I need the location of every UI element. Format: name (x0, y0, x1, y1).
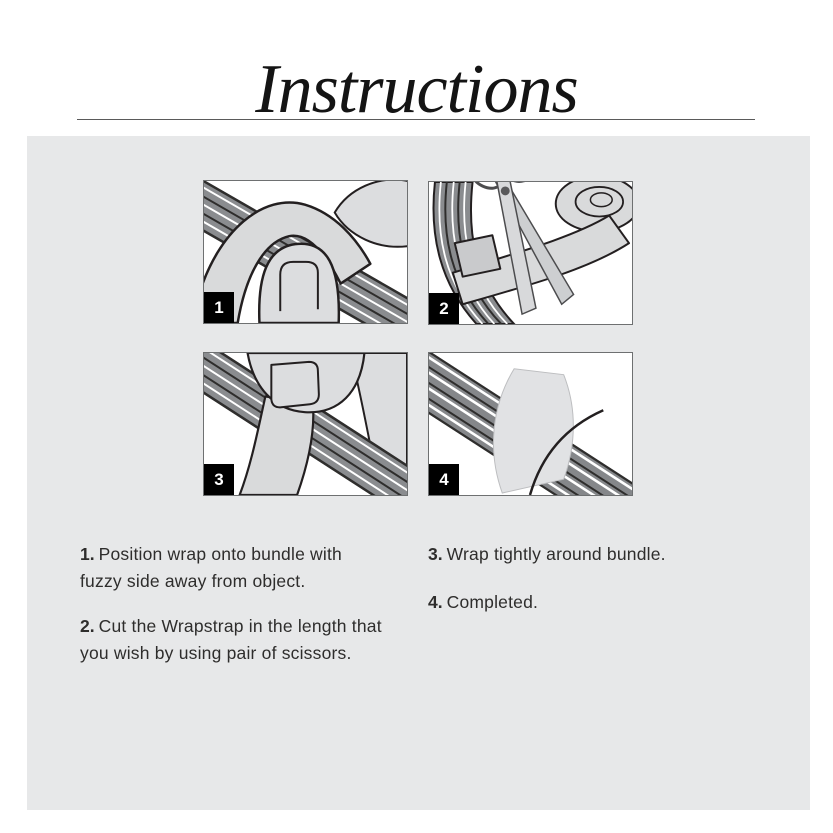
step-number-badge: 1 (204, 292, 234, 323)
step-1-illustration (204, 181, 407, 323)
caption-number: 1. (80, 544, 95, 564)
step-4-figure (428, 352, 633, 496)
step-1-caption (80, 541, 432, 595)
caption-text: you wish by using pair of scissors. (80, 643, 352, 663)
step-1-figure (203, 180, 408, 324)
step-3-figure (203, 352, 408, 496)
step-4-illustration (429, 353, 632, 495)
caption-number: 2. (80, 616, 95, 636)
step-number-badge: 3 (204, 464, 234, 495)
caption-text: Position wrap onto bundle with (98, 544, 342, 564)
step-number-badge: 4 (429, 464, 459, 495)
instructions-panel (27, 136, 810, 810)
step-3-illustration (204, 353, 407, 495)
caption-text: Cut the Wrapstrap in the length that (98, 616, 382, 636)
step-number-badge: 2 (429, 293, 459, 324)
wrap-strap-icon (493, 369, 573, 493)
step-2-figure (428, 181, 633, 325)
caption-number: 3. (428, 544, 443, 564)
caption-number: 4. (428, 592, 443, 612)
caption-text: Wrap tightly around bundle. (446, 544, 666, 564)
caption-text: Completed. (446, 592, 539, 612)
caption-text: fuzzy side away from object. (80, 571, 306, 591)
step-4-caption (428, 589, 780, 616)
step-3-caption (428, 541, 780, 568)
step-2-illustration (429, 182, 632, 324)
strap-fold-icon (455, 235, 501, 276)
thumbnail-icon (271, 362, 319, 407)
page-title: Instructions (255, 51, 578, 128)
step-2-caption (80, 613, 432, 667)
